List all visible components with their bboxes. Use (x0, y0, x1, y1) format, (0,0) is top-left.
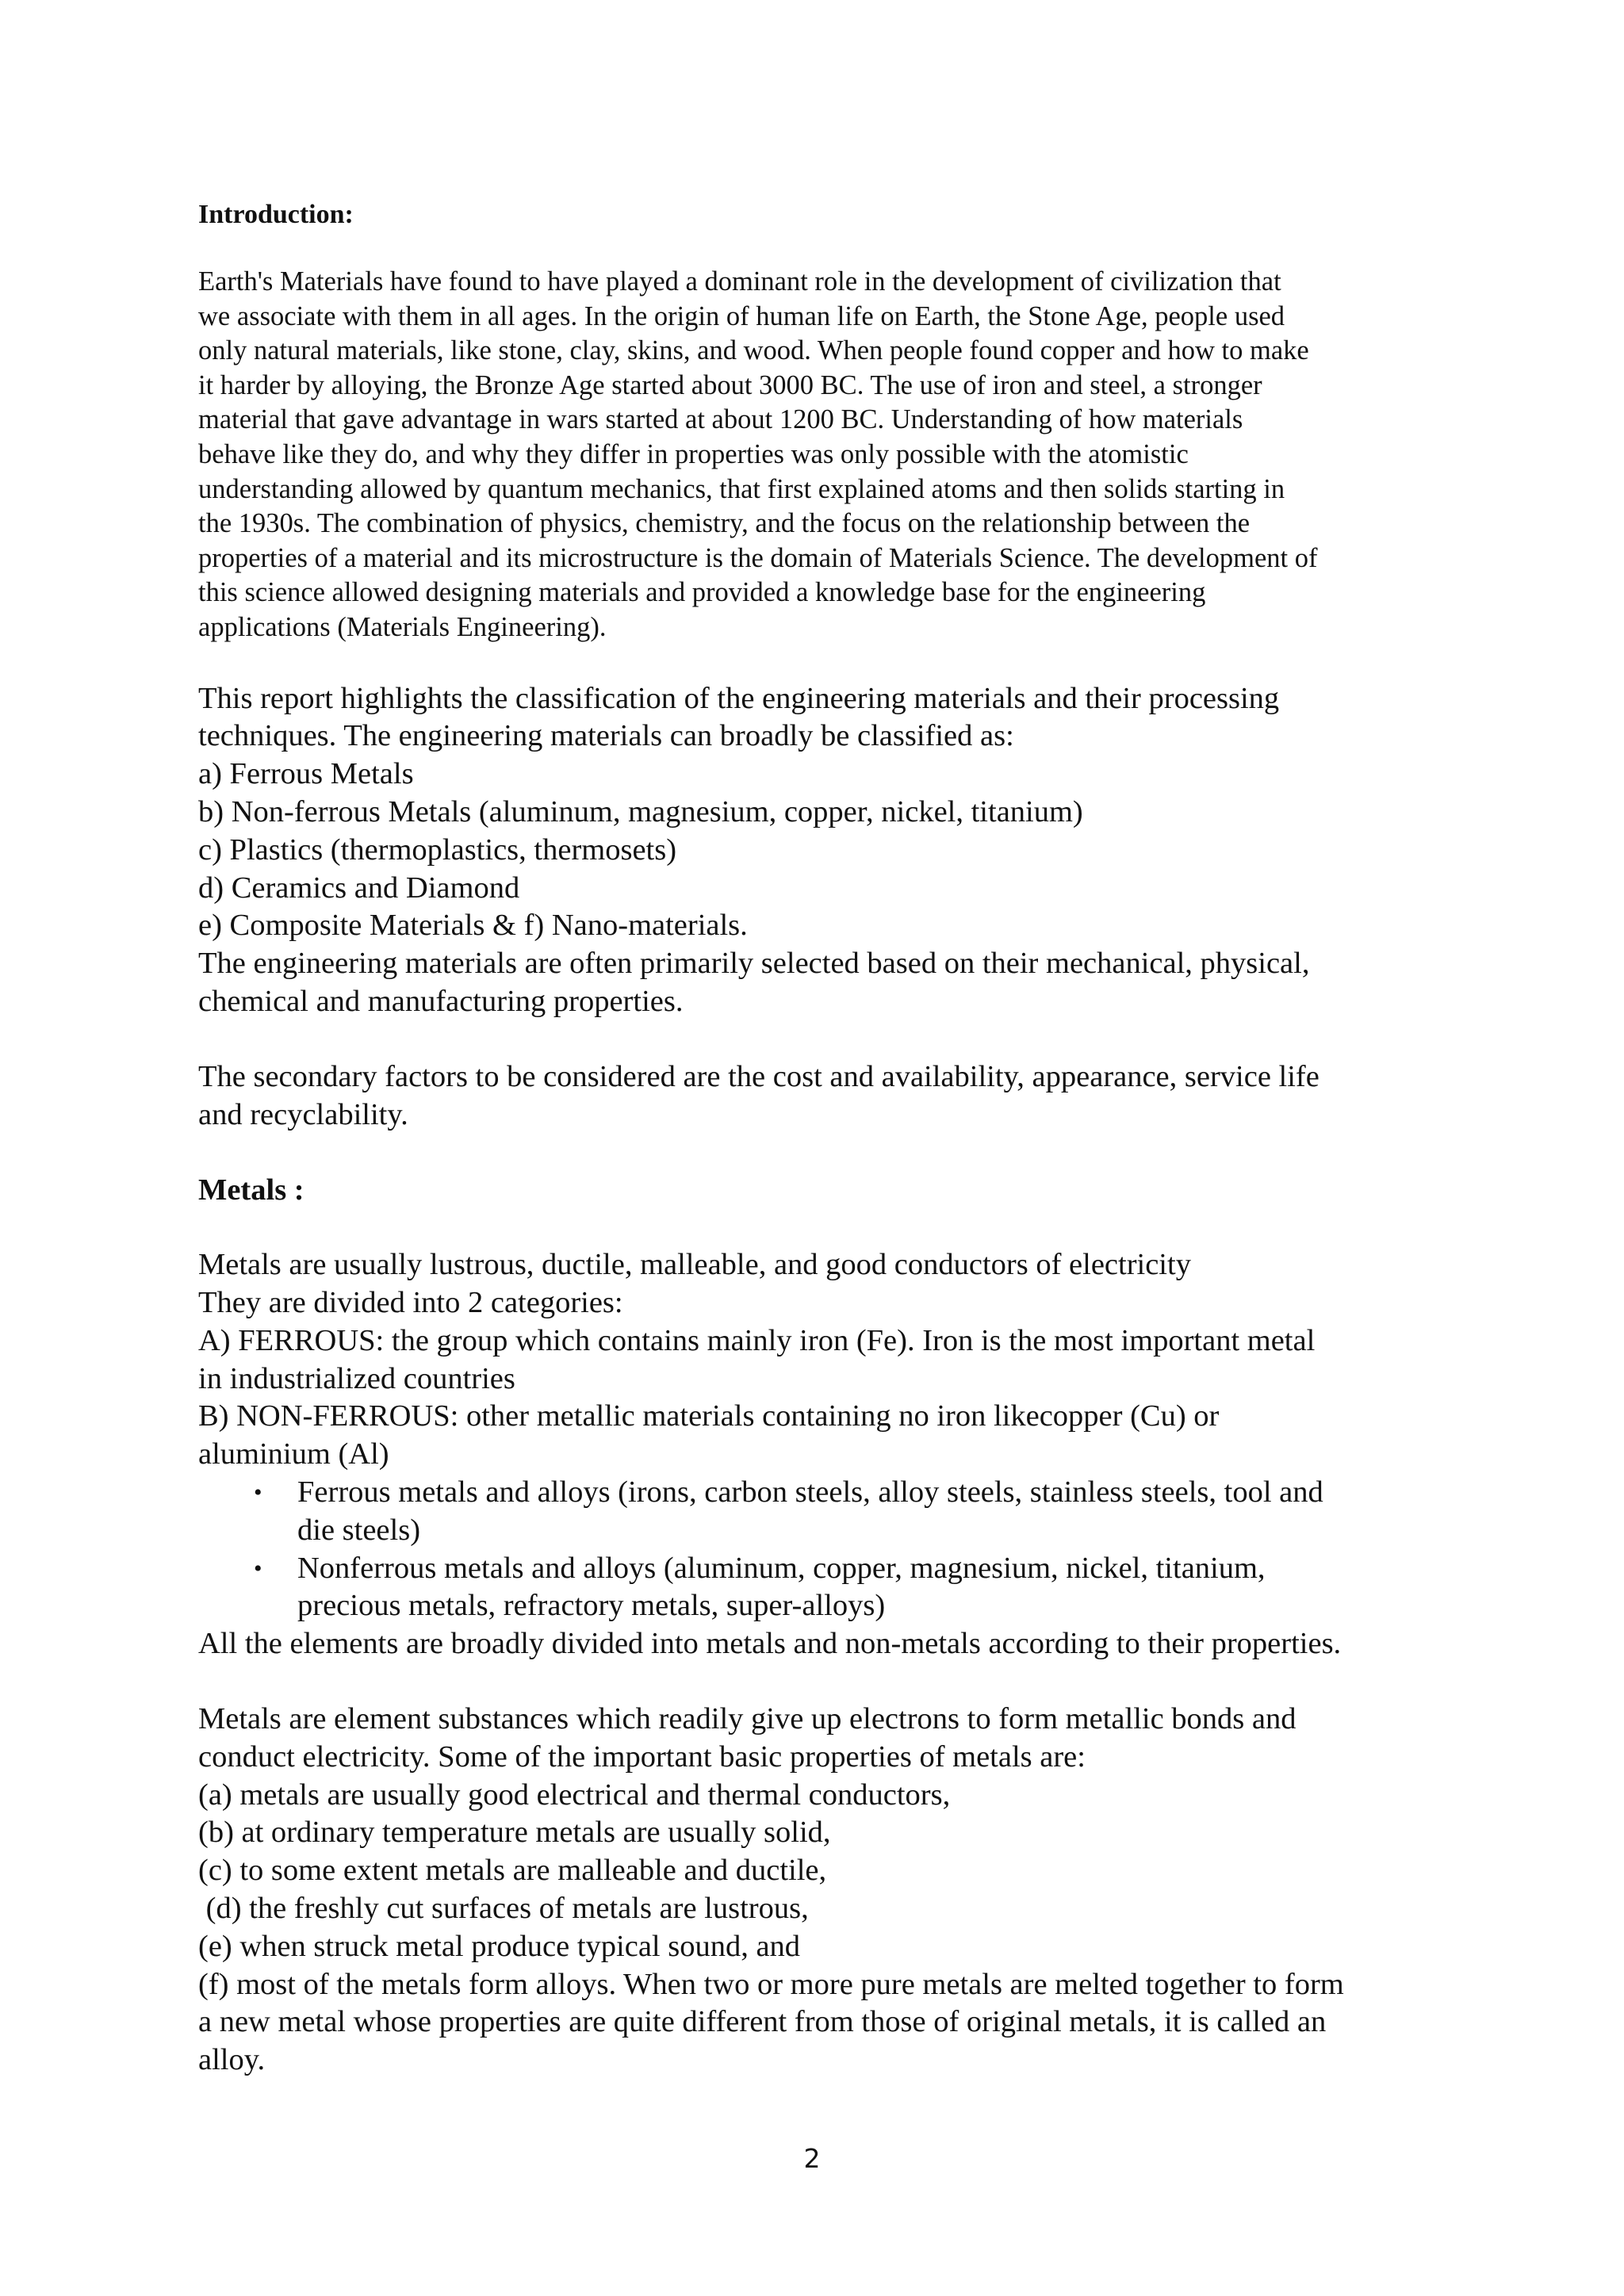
paragraph-line: alloy. (198, 2043, 266, 2077)
classification-section (198, 680, 1443, 1021)
paragraph-line: B) NON-FERROUS: other metallic materials containing no iron likecopper (Cu) or (198, 1399, 1220, 1433)
metals-section (198, 1246, 1443, 1663)
paragraph-line: The engineering materials are often primarily selected based on their mechanical, physical, (198, 947, 1310, 981)
paragraph-line: chemical and manufacturing properties. (198, 984, 684, 1018)
property-item: (b) at ordinary temperature metals are usually solid, (198, 1816, 831, 1850)
introduction-heading: Introduction: (198, 200, 354, 229)
list-item-line: Ferrous metals and alloys (irons, carbon steels, alloy steels, stainless steels, tool and (297, 1475, 1323, 1510)
classification-item: d) Ceramics and Diamond (198, 871, 520, 905)
secondary-factors-paragraph (198, 1058, 1443, 1135)
paragraph-line: Metals are usually lustrous, ductile, malleable, and good conductors of electricity (198, 1248, 1191, 1282)
property-item: (a) metals are usually good electrical and thermal conductors, (198, 1777, 951, 1812)
metal-properties-paragraph (198, 1701, 1443, 2080)
paragraph-line: Earth's Materials have found to have played a dominant role in the development of civilization that (198, 266, 1281, 297)
paragraph-line: this science allowed designing materials and provided a knowledge base for the engineering (198, 577, 1206, 608)
bullet-icon: • (254, 1555, 262, 1582)
list-item (198, 1550, 1443, 1626)
paragraph-line: a new metal whose properties are quite different from those of original metals, it is called an (198, 2005, 1327, 2039)
paragraph-line: behave like they do, and why they differ in properties was only possible with the atomistic (198, 438, 1189, 469)
paragraph-line: They are divided into 2 categories: (198, 1286, 623, 1320)
paragraph-line: understanding allowed by quantum mechanics, that first explained atoms and then solids starting in (198, 473, 1285, 504)
paragraph-line: and recyclability. (198, 1097, 408, 1131)
list-item-line: die steels) (297, 1513, 421, 1547)
paragraph-line: Metals are element substances which readily give up electrons to form metallic bonds and (198, 1702, 1297, 1736)
paragraph-line: conduct electricity. Some of the important basic properties of metals are: (198, 1739, 1086, 1774)
paragraph-line: applications (Materials Engineering). (198, 611, 607, 642)
classification-item: e) Composite Materials & f) Nano-materials. (198, 909, 748, 943)
bullet-icon: • (254, 1479, 262, 1506)
paragraph-line: techniques. The engineering materials can broadly be classified as: (198, 719, 1014, 753)
classification-item: c) Plastics (thermoplastics, thermosets) (198, 832, 677, 867)
property-item: (f) most of the metals form alloys. When two or more pure metals are melted together to form (198, 1967, 1344, 2001)
list-item-line: precious metals, refractory metals, super-alloys) (297, 1589, 886, 1623)
spacer (198, 1134, 1443, 1171)
property-item: (e) when struck metal produce typical sound, and (198, 1929, 801, 1963)
paragraph-line: in industrialized countries (198, 1361, 515, 1395)
page-number: 2 (803, 2143, 821, 2174)
list-item (198, 1474, 1443, 1550)
paragraph-line: the 1930s. The combination of physics, chemistry, and the focus on the relationship between the (198, 508, 1251, 539)
paragraph-line: The secondary factors to be considered are the cost and availability, appearance, service life (198, 1059, 1320, 1093)
list-item-line: Nonferrous metals and alloys (aluminum, copper, magnesium, nickel, titanium, (297, 1551, 1266, 1585)
metals-bullet-list (198, 1474, 1443, 1625)
paragraph-line: A) FERROUS: the group which contains mainly iron (Fe). Iron is the most important metal (198, 1323, 1316, 1357)
paragraph-line: it harder by alloying, the Bronze Age started about 3000 BC. The use of iron and steel, a stronger (198, 369, 1262, 400)
metals-heading: Metals : (198, 1173, 304, 1207)
document-page (198, 198, 1443, 2080)
paragraph-line: we associate with them in all ages. In the origin of human life on Earth, the Stone Age, people used (198, 300, 1285, 331)
paragraph-line: aluminium (Al) (198, 1437, 389, 1471)
property-item: (c) to some extent metals are malleable and ductile, (198, 1854, 827, 1888)
property-item: (d) the freshly cut surfaces of metals are lustrous, (198, 1892, 809, 1926)
introduction-paragraph (198, 265, 1443, 645)
classification-item: b) Non-ferrous Metals (aluminum, magnesium, copper, nickel, titanium) (198, 794, 1083, 828)
spacer (198, 1021, 1443, 1058)
paragraph-line: material that gave advantage in wars started at about 1200 BC. Understanding of how materials (198, 404, 1243, 435)
classification-item: a) Ferrous Metals (198, 757, 414, 791)
paragraph-line: properties of a material and its microstructure is the domain of Materials Science. The development of (198, 542, 1318, 573)
paragraph-line: only natural materials, like stone, clay, skins, and wood. When people found copper and how to make (198, 335, 1309, 366)
paragraph-line: All the elements are broadly divided into metals and non-metals according to their properties. (198, 1627, 1342, 1661)
paragraph-line: This report highlights the classification of the engineering materials and their processing (198, 681, 1280, 715)
spacer (198, 1663, 1443, 1701)
